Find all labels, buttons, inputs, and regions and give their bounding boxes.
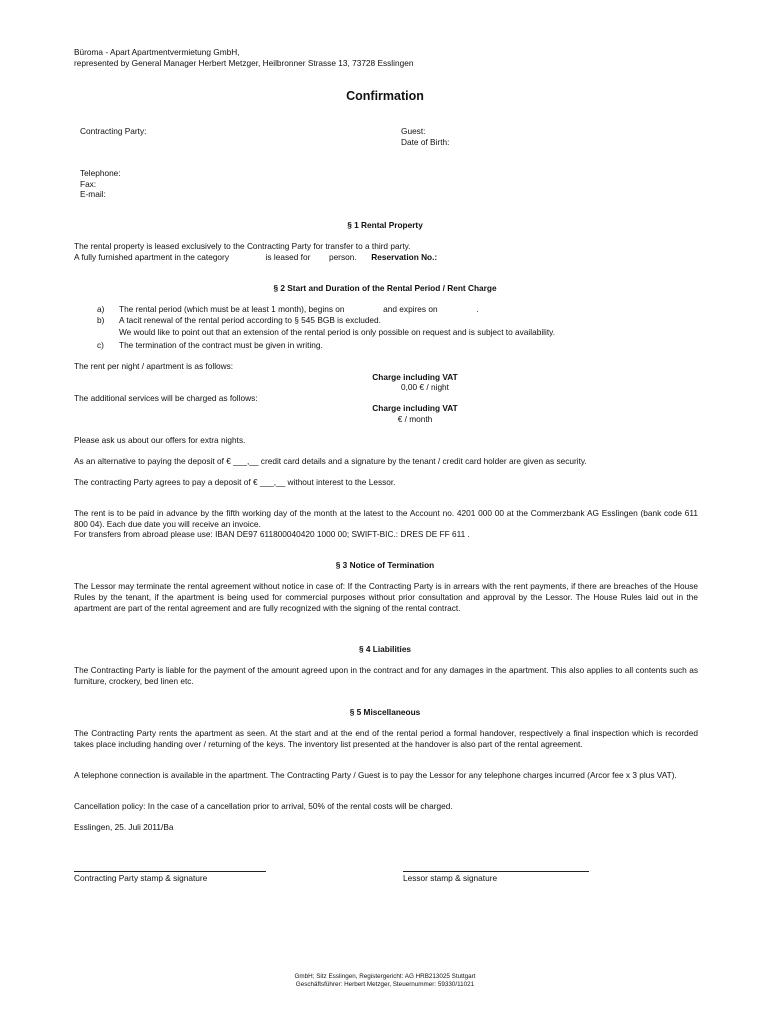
rental-period-begins-text: The rental period (which must be at least 1 month), begins on xyxy=(119,304,345,314)
section-5-text-2: A telephone connection is available in the apartment. The Contracting Party / Guest is to pay the Lessor for any telephone charges incurred (Arcor fee x 3 plus VAT). xyxy=(74,770,677,780)
fax-label: Fax: xyxy=(80,179,97,189)
contracting-party-label: Contracting Party: xyxy=(80,126,147,136)
reservation-number-label: Reservation No.: xyxy=(371,252,438,262)
lessor-signature-line xyxy=(403,871,589,872)
item-b-note: We would like to point out that an extension of the rental period is only possible on request and is subject to availability. xyxy=(119,327,555,337)
section-4-text: The Contracting Party is liable for the payment of the amount agreed upon in the contract and for any damages in the apartment. This also applies to all contents such as furniture, crockery, bed linen etc. xyxy=(74,665,698,686)
footer-line-2: Geschäftsführer: Herbert Metzger, Steuernummer: 59330/11021 xyxy=(295,981,475,988)
section-5-text-1: The Contracting Party rents the apartment as seen. At the start and at the end of the rental period a formal handover, respectively a final inspection which is recorded takes place including handing over / returning of the keys. The inventory list presented at the handover is also part of the rental agreement. xyxy=(74,728,698,749)
telephone-label: Telephone: xyxy=(80,168,121,178)
company-name: Büroma - Apart Apartmentvermietung GmbH, xyxy=(74,47,240,57)
charge-label-1: Charge including VAT xyxy=(372,372,458,382)
section-1-line-1: The rental property is leased exclusively to the Contracting Party for transfer to a third party. xyxy=(74,241,411,251)
charge-value-2: € / month xyxy=(397,414,433,424)
person-text: person. xyxy=(328,252,357,262)
item-b-text: A tacit renewal of the rental period according to § 545 BGB is excluded. xyxy=(119,315,381,325)
additional-services-intro: The additional services will be charged as follows: xyxy=(74,393,258,403)
payment-abroad: For transfers from abroad please use: IBAN DE97 611800040420 1000 00; SWIFT-BIC.: DRES DE FF 611 . xyxy=(74,529,470,539)
item-c-marker: c) xyxy=(97,340,104,350)
section-5-heading: § 5 Miscellaneous xyxy=(349,707,421,717)
footer-line-1: GmbH; Sitz Esslingen, Registergericht: AG HRB213025 Stuttgart xyxy=(294,973,476,980)
contracting-party-signature-label: Contracting Party stamp & signature xyxy=(74,873,208,883)
section-2-heading: § 2 Start and Duration of the Rental Period / Rent Charge xyxy=(273,283,497,293)
charge-label-2: Charge including VAT xyxy=(372,403,458,413)
section-3-text: The Lessor may terminate the rental agreement without notice in case of: If the Contracting Party is in arrears with the rent payments, if there are breaches of the House Rules by the tenant, if the apartment is being used for commercial purposes without prior consultation and approval by the Lessor. The House Rules laid out in the apartment are part of the rental agreement and are fully recognized with the signing of the rental contract. xyxy=(74,581,698,613)
page-title: Confirmation xyxy=(346,89,424,103)
payment-terms: The rent is to be paid in advance by the fifth working day of the month at the latest to the Account no. 4201 000 00 at the Commerzbank AG Esslingen (bank code 611 800 04). Each due date you will receive an invoice. xyxy=(74,508,698,529)
deposit-agreement: The contracting Party agrees to pay a deposit of € ___,__ without interest to the Lessor. xyxy=(74,477,396,487)
cancellation-policy: Cancellation policy: In the case of a cancellation prior to arrival, 50% of the rental costs will be charged. xyxy=(74,801,453,811)
charge-value-1: 0,00 € / night xyxy=(401,382,449,392)
lessor-signature-label: Lessor stamp & signature xyxy=(403,873,498,883)
guest-label: Guest: xyxy=(401,126,426,136)
section-3-heading: § 3 Notice of Termination xyxy=(335,560,435,570)
item-b-marker: b) xyxy=(97,315,105,325)
rent-intro: The rent per night / apartment is as follows: xyxy=(74,361,234,371)
section-1-line-2 xyxy=(74,252,437,263)
place-and-date: Esslingen, 25. Juli 2011/Ba xyxy=(74,822,174,832)
section-4-heading: § 4 Liabilities xyxy=(358,644,412,654)
item-c-text: The termination of the contract must be given in writing. xyxy=(119,340,323,350)
contracting-party-signature-line xyxy=(74,871,266,872)
expires-on-text: and expires on xyxy=(383,304,438,314)
email-label: E-mail: xyxy=(80,189,106,199)
period-mark: . xyxy=(476,304,479,314)
extra-nights-offer: Please ask us about our offers for extra nights. xyxy=(74,435,246,445)
date-of-birth-label: Date of Birth: xyxy=(401,137,450,147)
item-a-marker: a) xyxy=(97,304,105,314)
leased-for-text: is leased for xyxy=(265,252,311,262)
company-representation: represented by General Manager Herbert Metzger, Heilbronner Strasse 13, 73728 Esslingen xyxy=(74,58,414,68)
item-a-text xyxy=(119,304,479,315)
section-1-heading: § 1 Rental Property xyxy=(347,220,423,230)
category-text: A fully furnished apartment in the category xyxy=(74,252,229,262)
deposit-alternative: As an alternative to paying the deposit of € ___,__ credit card details and a signature by the tenant / credit card holder are given as security. xyxy=(74,456,587,466)
